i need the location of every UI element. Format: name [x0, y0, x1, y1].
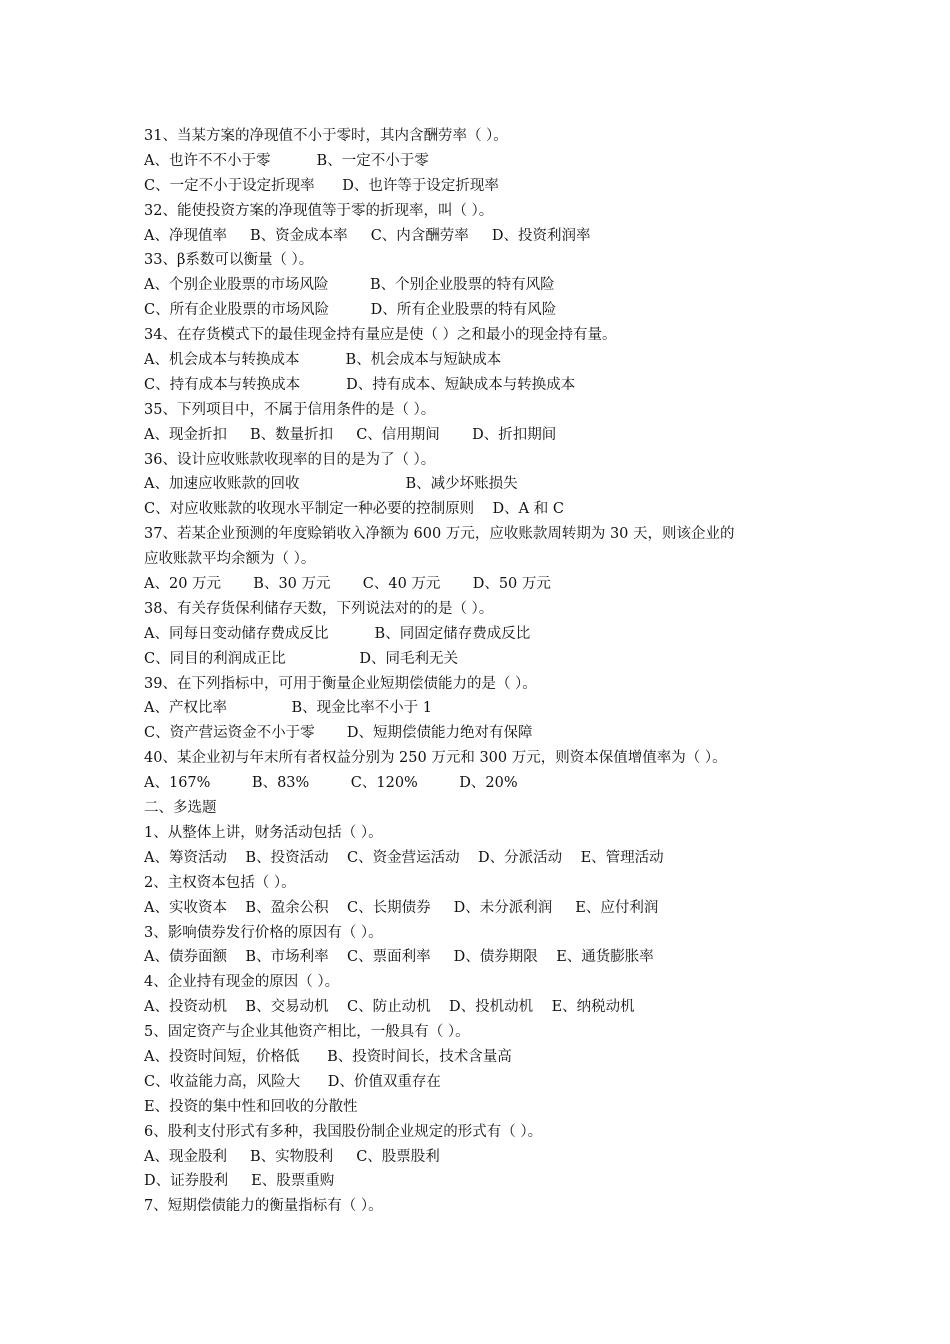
text-line: A、债券面额 B、市场利率 C、票面利率 D、债券期限 E、通货膨胀率	[144, 949, 654, 966]
text-line: A、也许不不小于零 B、一定不小于零	[144, 152, 429, 169]
text-line: D、证券股利 E、股票重购	[144, 1173, 335, 1190]
text-line: A、现金股利 B、实物股利 C、股票股利	[144, 1148, 440, 1165]
text-line: 36、设计应收账款收现率的目的是为了（ ）。	[144, 451, 436, 468]
text-line: A、20 万元 B、30 万元 C、40 万元 D、50 万元	[144, 576, 551, 593]
text-line: 40、某企业初与年末所有者权益分别为 250 万元和 300 万元，则资本保值增值率为（ ）。	[144, 750, 727, 767]
text-line: C、对应收账款的收现水平制定一种必要的控制原则 D、A 和 C	[144, 501, 564, 518]
text-line: E、投资的集中性和回收的分散性	[144, 1098, 358, 1115]
text-line: A、167% B、83% C、120% D、20%	[144, 775, 518, 792]
text-line: 39、在下列指标中，可用于衡量企业短期偿债能力的是（ ）。	[144, 675, 537, 692]
text-line: C、所有企业股票的市场风险 D、所有企业股票的特有风险	[144, 302, 557, 319]
text-line: A、筹资活动 B、投资活动 C、资金营运活动 D、分派活动 E、管理活动	[144, 849, 664, 866]
text-line: 2、主权资本包括（ ）。	[144, 874, 296, 891]
text-line: C、一定不小于设定折现率 D、也许等于设定折现率	[144, 177, 499, 194]
text-line: A、净现值率 B、资金成本率 C、内含酬劳率 D、投资利润率	[144, 227, 591, 244]
text-line: 6、股利支付形式有多种，我国股份制企业规定的形式有（ ）。	[144, 1123, 543, 1140]
text-line: 35、下列项目中，不属于信用条件的是（ ）。	[144, 401, 436, 418]
text-line: 1、从整体上讲，财务活动包括（ ）。	[144, 824, 383, 841]
text-line: 4、企业持有现金的原因（ ）。	[144, 974, 340, 991]
text-line: A、产权比率 B、现金比率不小于 1	[144, 700, 432, 717]
text-line: 5、固定资产与企业其他资产相比，一般具有（ ）。	[144, 1024, 470, 1041]
text-line: C、持有成本与转换成本 D、持有成本、短缺成本与转换成本	[144, 376, 576, 393]
text-line: 二、多选题	[144, 800, 217, 817]
text-line: A、投资动机 B、交易动机 C、防止动机 D、投机动机 E、纳税动机	[144, 999, 635, 1016]
text-line: 37、若某企业预测的年度赊销收入净额为 600 万元，应收账款周转期为 30 天，则该企业的	[144, 526, 735, 543]
text-line: 3、影响债券发行价格的原因有（ ）。	[144, 924, 383, 941]
text-line: C、资产营运资金不小于零 D、短期偿债能力绝对有保障	[144, 725, 533, 742]
text-line: C、同目的利润成正比 D、同毛利无关	[144, 650, 458, 667]
text-line: 38、有关存货保利储存天数，下列说法对的的是（ ）。	[144, 600, 494, 617]
text-line: A、实收资本 B、盈余公积 C、长期债券 D、未分派利润 E、应付利润	[144, 899, 659, 916]
text-line: A、机会成本与转换成本 B、机会成本与短缺成本	[144, 352, 502, 369]
text-line: 应收账款平均余额为（ ）。	[144, 551, 316, 568]
text-line: 31、当某方案的净现值不小于零时，其内含酬劳率（ ）。	[144, 128, 508, 144]
text-line: A、投资时间短，价格低 B、投资时间长，技术含量高	[144, 1048, 512, 1065]
text-line: A、加速应收账款的回收 B、减少坏账损失	[144, 476, 518, 493]
document-body	[144, 124, 824, 1219]
text-line: 32、能使投资方案的净现值等于零的折现率，叫（ ）。	[144, 202, 494, 219]
text-line: A、同每日变动储存费成反比 B、同固定储存费成反比	[144, 625, 531, 642]
text-line: 7、短期偿债能力的衡量指标有（ ）。	[144, 1198, 383, 1215]
text-line: A、个别企业股票的市场风险 B、个别企业股票的特有风险	[144, 277, 555, 294]
text-line: C、收益能力高，风险大 D、价值双重存在	[144, 1073, 441, 1090]
text-line: 34、在存货模式下的最佳现金持有量应是使（ ）之和最小的现金持有量。	[144, 327, 617, 344]
text-line: 33、β系数可以衡量（ ）。	[144, 252, 314, 269]
text-line: A、现金折扣 B、数量折扣 C、信用期间 D、折扣期间	[144, 426, 557, 443]
